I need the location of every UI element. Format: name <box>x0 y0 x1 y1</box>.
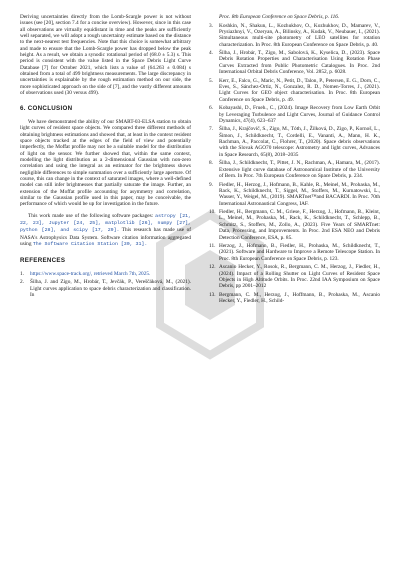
reference-number: 9. <box>209 181 213 188</box>
reference-text: Šilha, J. and Zigo, M., Hrobár, T., Jevčák, P., Vereščáková, M., (2021). Light curves application to space debris characterization and classification. In <box>30 279 191 298</box>
reference-item <box>209 105 380 124</box>
reference-number: 4. <box>209 50 213 57</box>
reference-number: 13. <box>209 291 216 298</box>
right-column <box>209 14 380 307</box>
software-suffix: This research has made use of NASA's Astrophysics Data System. Software citation information aggregated using <box>20 227 191 247</box>
reference-number <box>209 14 219 20</box>
reference-item <box>20 271 191 277</box>
reference-item <box>209 14 380 20</box>
reference-item <box>209 292 380 305</box>
software-prefix: This work made use of the following software packages: <box>28 212 156 219</box>
reference-text: Fiedler, H., Herzog, J., Hofmann, B., Kahle, R., Meinel, M., Prohaska, M., Rack, K., Schildknecht, T., Siggel, M., Stoffers, M., Kurnatowski, L., Wasser, Y., Weigel, M., (2019). SMARTnet™and BACARDI. In Proc. 70th International Astronautical Congress, IAF. <box>219 181 380 207</box>
reference-number: 5. <box>209 77 213 84</box>
reference-item <box>209 160 380 179</box>
reference-item <box>209 126 380 158</box>
paragraph-period-estimate: Deriving uncertainties directly from the Lomb-Scargle power is not without issues (see [20], section 7.4 for a concise overview). However, since in this case all observations are virtually equidistant in time and the peaks are sufficiently well separated, we will adopt a rough uncertainty estimate based on the distance to the next-nearest test frequencies. Note that this choice is somewhat arbitrary and made to ensure that the Lomb-Scargle power has dropped below the peak height. As a result, we obtain a synodic rotational period of (68.0 ± 5.3) s. This period is consistent with the value listed in the Space Debris Light Curve Database [7] for October 2021, which lists a value of (64.263 ± 0.084) s obtained from a total of 499 brightness measurements. The large discrepancy in uncertainties is explainable by the rough estimation method on our side, the more sophisticated approach on the side of [7], and the vastly different amounts of observations used (30 versus 499). <box>20 14 191 97</box>
reference-text: Šilha, J., Hrobár, T., Zigo, M., Sabolová, K., Kyselica, D., (2023). Space Debris Rotation Properties and Characterisation Using Rotation Phase Curves Extracted from Public Photometric Catalogues. In Proc. 2nd International Orbital Debris Conference, Vol. 2852, p. 6028. <box>219 50 380 76</box>
reference-list-left <box>20 271 191 299</box>
reference-text: Fiedler, H., Bergmann, C. M., Griese, F., Herzog, J., Hofmann, B., Kleint, L., Meinel, M., Prohaska, M., Rack, K., Schildknecht, T., Schlepp, B., Schmitz, S., Stoffers, M., Zollo, A., (2023). Five Years of SMARTnet: Data, Processing, and Improvements. In Proc. 2nd ESA NEO and Debris Detection Conference, ESA, p. 85. <box>219 209 380 241</box>
paragraph-conclusion: We have demonstrated the ability of our SMART-03-ELSA station to obtain light curves of resident space objects. We compared three different methods of obtaining brightness estimations and showed that, at least in the context resident space objects tracked at the edges of the field of view and potentially imperfectly, the Moffat profile may not be a suitable model for the distribution of light on the sensor. We further showed that, within the same context, modelling the light distribution as a 2-dimensional Gaussian with non-zero correlation and using the integral as an estimator for the brightness shows negligible differences to simple summation over a sufficiently large aperture. Of course, this can change in the context of saturated images, where a well-defined model can still infer brightnesses that partially saturate the image. Further, an extension of the Moffat profile accounting for asymmetry and correlation, similar to the Gaussian profile used in this paper, may be conceivable, the performance of which would be up for investigation in the future. <box>20 118 191 208</box>
reference-number: 3. <box>209 22 213 29</box>
references-heading: REFERENCES <box>20 257 66 265</box>
reference-number: 2. <box>20 279 24 286</box>
reference-item <box>209 50 380 75</box>
reference-number: 11. <box>209 243 216 250</box>
software-citation-station-link[interactable]: The Software Citation Station [30, 31]. <box>32 242 148 247</box>
reference-number: 12. <box>209 264 216 271</box>
conclusion-heading: 6. CONCLUSION <box>20 105 73 113</box>
reference-item <box>209 182 380 207</box>
reference-number: 7. <box>209 126 213 133</box>
reference-text: Herzog, J., Hofmann, B., Fiedler, H., Prohaska, M., Schildknecht, T., (2021). Software and Hardware to Improve a Remote Telescope Station. In Proc. 8th European Conference on Space Debris, p. 123. <box>219 243 380 262</box>
reference-item <box>209 243 380 262</box>
reference-text: Ascanio Hecker, Y., Rosok, R., Bergmann, C. M., Herzog, J., Fiedler, H., (2024). Impact of a Rolling Shutter on Light Curves of Resident Space Objects in High Altitude Orbits. In Proc. 22nd IAA Symposium on Space Debris, pp 2001–2012 <box>219 264 380 290</box>
reference-text[interactable]: https://www.space-track.org/, retrieved March 7th, 2025. <box>30 270 151 277</box>
paragraph-software <box>20 213 191 249</box>
reference-text: Koshkin, N., Shakun, L., Kozhukhov, O., Kozhukhov, D., Mamarev, V., Prysiazhnyi, V., Ozeryan, A., Bilinsky, A., Kudak, V., Neubauer, I., (2021). Simultaneous multi-site photometry of LEO satellites for rotation characterization. In Proc. 8th European Conference on Space Debris, p. 40. <box>219 22 380 48</box>
reference-number: 8. <box>209 160 213 167</box>
reference-text: Šilha, J., Krajčovič, S., Zigo, M., Tóth, J., Žilková, D., Zigo, P., Kornoš, L., Šimon, J., Schildknecht, T., Cordelli, E., Vananti, A., Mann, H. K., Rachman, A., Paccolat, C., Flohrer, T., (2020). Space debris observations with the Slovak AGO70 telescope: Astrometry and light curves, Advances in Space Research, 65(8), 2018–2035 <box>219 126 380 158</box>
reference-text: Bergmann, C. M., Herzog, J., Hoffmann, B., Prohaska, M., Ascanio Hecker, Y., Fiedler, H., Schild- <box>219 291 380 305</box>
reference-text: Kobayashi, D., Frueh., C., (2024). Image Recovery from Low Earth Orbit by Leveraging Turbulence and Light Curves, Journal of Guidance Control Dynamics, 47(4), 623–637 <box>219 105 380 124</box>
reference-item <box>209 78 380 103</box>
reference-item <box>209 209 380 241</box>
reference-number: 1. <box>20 270 24 277</box>
reference-list-right <box>209 14 380 305</box>
reference-item <box>20 279 191 298</box>
left-column <box>20 14 191 300</box>
reference-item <box>209 23 380 48</box>
reference-item <box>209 264 380 289</box>
reference-number: 6. <box>209 105 213 112</box>
software-list-link[interactable]: astropy [21, 22, 23], Jupyter [24, 25], matplotlib [26], numpy [27], python [28], and scipy [17, 29]. <box>20 213 192 234</box>
reference-number: 10. <box>209 209 216 216</box>
reference-text: Kerr, E., Falco, G., Maric, N., Petit, D., Talon, P., Petersen, E. G., Dorn, C., Eves, S., Sánchez-Ortiz, N., Gonzalez, R. D., Nomen-Torres, J., (2021). Light Curves for GEO object characterisation. In Proc. 8th European Conference on Space Debris, p. 49. <box>219 77 380 103</box>
reference-text: Proc. 8th European Conference on Space Debris, p. 116. <box>219 14 340 20</box>
reference-text: Šilha, J., Schildknecht, T., Pittet, J. N., Rachman, A., Hamara, M., (2017). Extensive light curve database of Astronomical Institute of the University of Bern. In Proc. 7th European Conference on Space Debris, p. 234. <box>219 160 380 180</box>
